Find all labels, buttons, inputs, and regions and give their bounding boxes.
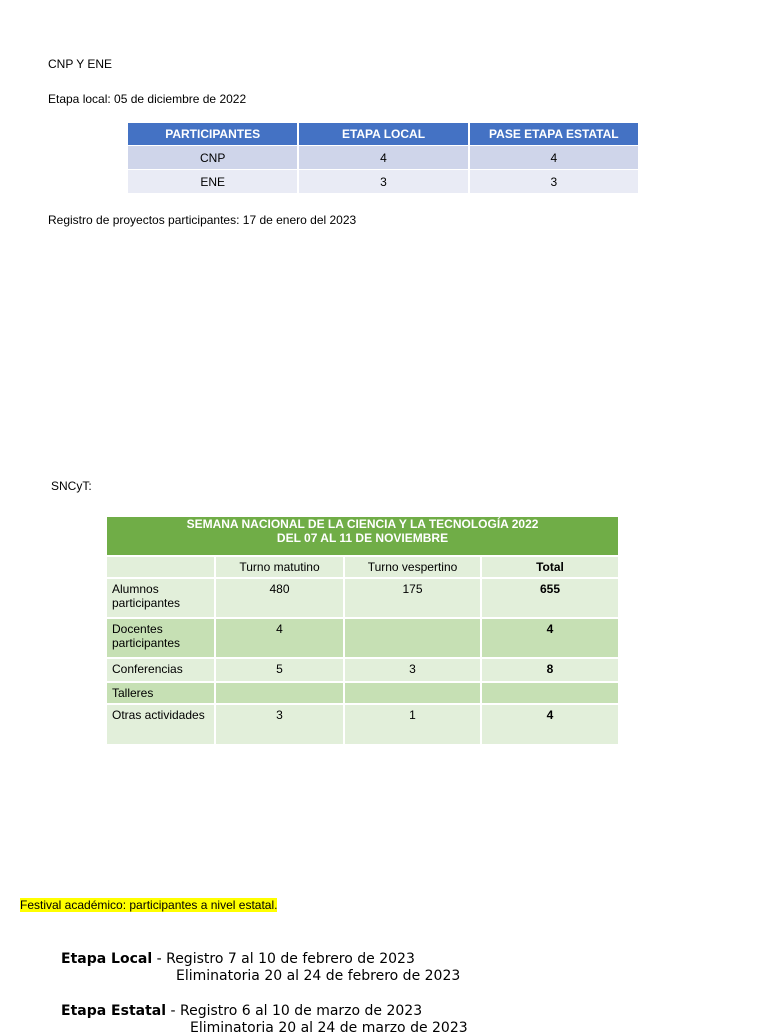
etapa-estatal-registro: - Registro 6 al 10 de marzo de 2023	[166, 1003, 423, 1019]
etapa-estatal-label: Etapa Estatal	[61, 1003, 167, 1019]
column-header-turno-vespertino: Turno vespertino	[344, 556, 481, 578]
row-label: Alumnos participantes	[107, 578, 215, 618]
table-cell: 1	[344, 704, 481, 744]
table-cell: 480	[215, 578, 344, 618]
column-header-participantes: PARTICIPANTES	[128, 123, 298, 146]
participantes-table	[128, 123, 640, 193]
table-cell: 175	[344, 578, 481, 618]
table-cell-total: 4	[481, 704, 619, 744]
table-row	[128, 170, 639, 194]
etapa-estatal-eliminatoria: Eliminatoria 20 al 24 de marzo de 2023	[190, 1020, 468, 1036]
table-subheader-row	[107, 556, 619, 578]
etapa-local-date: Etapa local: 05 de diciembre de 2022	[48, 92, 247, 106]
row-label: Otras actividades	[107, 704, 215, 744]
table-cell-total	[481, 682, 619, 704]
registro-proyectos-text: Registro de proyectos participantes: 17 de enero del 2023	[48, 213, 357, 227]
row-label: Docentes participantes	[107, 618, 215, 658]
table-cell	[344, 618, 481, 658]
etapa-local-label: Etapa Local	[61, 951, 153, 967]
table-cell: 4	[215, 618, 344, 658]
column-header-pase-etapa-estatal: PASE ETAPA ESTATAL	[469, 123, 639, 146]
row-label: Conferencias	[107, 658, 215, 682]
column-header-turno-matutino: Turno matutino	[215, 556, 344, 578]
etapa-local-registro: - Registro 7 al 10 de febrero de 2023	[152, 951, 415, 967]
row-label: Talleres	[107, 682, 215, 704]
column-header-total: Total	[481, 556, 619, 578]
etapa-estatal-line	[61, 1003, 422, 1019]
table-row	[107, 704, 619, 744]
table-cell-total: 4	[481, 618, 619, 658]
table-cell-total: 8	[481, 658, 619, 682]
table-cell: 3	[469, 170, 639, 194]
table-cell	[344, 682, 481, 704]
sncyt-title-line1: SEMANA NACIONAL DE LA CIENCIA Y LA TECNOLOGÍA 2022	[186, 517, 539, 531]
table-cell: 4	[469, 146, 639, 170]
table-cell: 3	[215, 704, 344, 744]
etapa-local-line	[61, 951, 415, 967]
sncyt-table-title	[107, 516, 619, 556]
table-cell: ENE	[128, 170, 298, 194]
table-row	[107, 618, 619, 658]
festival-academico-heading	[20, 898, 277, 912]
table-cell: 3	[298, 170, 468, 194]
column-header-etapa-local: ETAPA LOCAL	[298, 123, 468, 146]
sncyt-title-line2: DEL 07 AL 11 DE NOVIEMBRE	[276, 531, 449, 545]
table-row	[107, 578, 619, 618]
table-cell	[215, 682, 344, 704]
sncyt-table	[107, 515, 620, 744]
table-cell: 3	[344, 658, 481, 682]
section-sncyt-heading: SNCyT:	[51, 479, 92, 493]
table-cell: CNP	[128, 146, 298, 170]
table-cell: 5	[215, 658, 344, 682]
table-row	[107, 658, 619, 682]
etapa-local-eliminatoria: Eliminatoria 20 al 24 de febrero de 2023	[176, 968, 461, 984]
highlighted-text: Festival académico: participantes a nivel estatal.	[20, 898, 278, 912]
table-row	[128, 146, 639, 170]
section-cnp-ene-heading: CNP Y ENE	[48, 57, 113, 71]
table-row	[107, 682, 619, 704]
table-cell-total: 655	[481, 578, 619, 618]
table-cell: 4	[298, 146, 468, 170]
column-header-empty	[107, 556, 215, 578]
